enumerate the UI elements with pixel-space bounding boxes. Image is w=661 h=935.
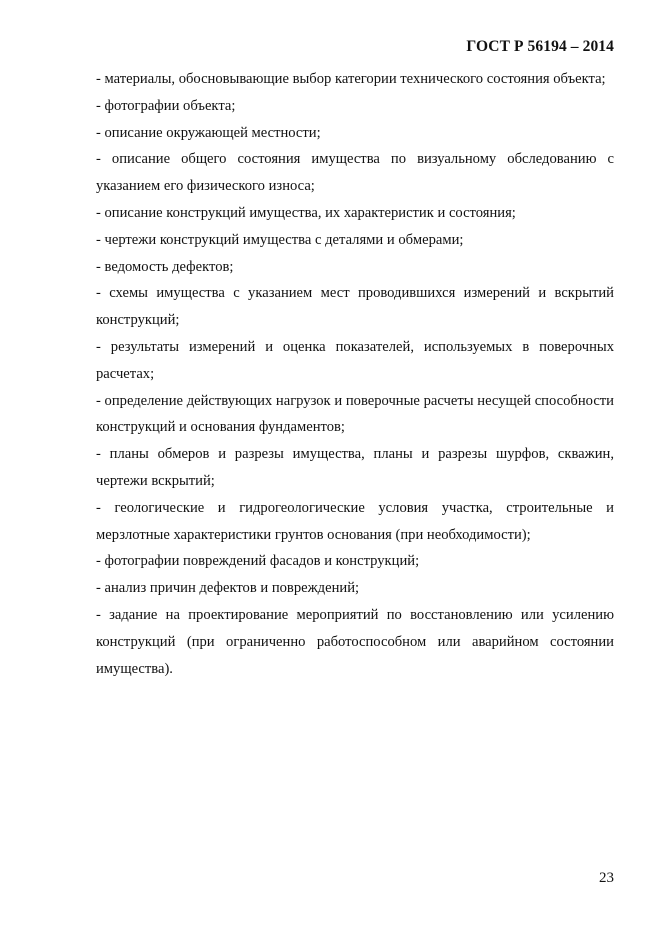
list-item: - фотографии повреждений фасадов и конструкций; (96, 553, 420, 570)
list-item: - описание окружающей местности; (96, 124, 321, 141)
list-item: - материалы, обосновывающие выбор категории технического состояния объекта; (96, 71, 606, 87)
page-number: 23 (599, 870, 614, 886)
list-item: - ведомость дефектов; (96, 258, 234, 275)
list-item: - чертежи конструкций имущества с деталями и обмерами; (96, 231, 464, 248)
list-item: - анализ причин дефектов и повреждений; (96, 580, 360, 597)
list-item: - планы обмеров и разрезы имущества, планы и разрезы шурфов, скважин, чертежи вскрытий; (96, 446, 614, 489)
list-item: - геологические и гидрогеологические условия участка, строительные и мерзлотные характеристики грунтов основания (при необходимости); (96, 499, 614, 543)
list-item: - задание на проектирование мероприятий по восстановлению или усилению конструкций (при ограниченно работоспособном или аварийном состоянии имущества). (96, 606, 614, 677)
list-item: - описание конструкций имущества, их характеристик и состояния; (96, 204, 516, 221)
list-item: - описание общего состояния имущества по визуальному обследованию с указанием его физического износа; (96, 151, 614, 195)
list-item: - фотографии объекта; (96, 97, 236, 114)
list-item: - результаты измерений и оценка показателей, используемых в поверочных расчетах; (96, 338, 614, 382)
list-item: - определение действующих нагрузок и поверочные расчеты несущей способности конструкций и основания фундаментов; (96, 392, 614, 436)
document-header-id: ГОСТ Р 56194 – 2014 (466, 38, 614, 55)
list-item: - схемы имущества с указанием мест проводившихся измерений и вскрытий конструкций; (96, 285, 614, 329)
document-body (96, 66, 614, 682)
